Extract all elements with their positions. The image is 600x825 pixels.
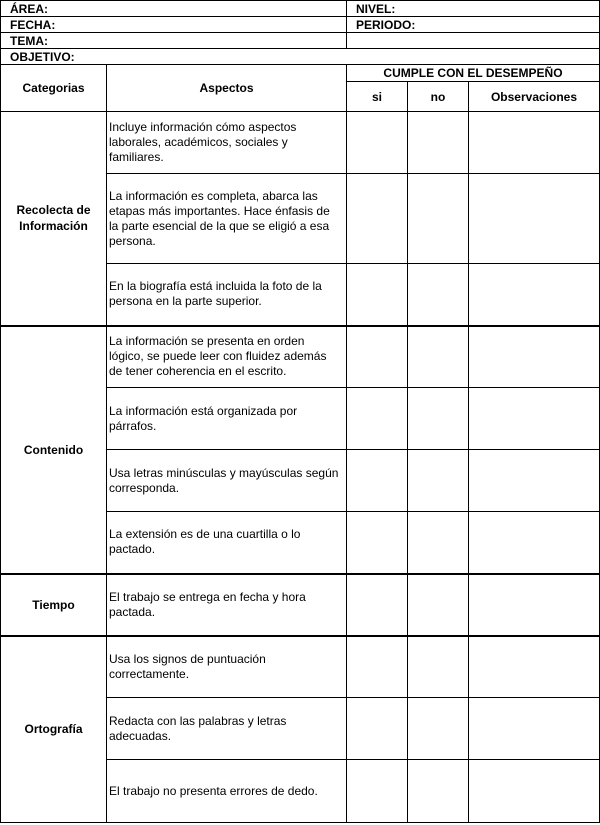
aspect-cell: Usa los signos de puntuación correctamente.: [107, 636, 347, 698]
tema-label: TEMA:: [1, 33, 347, 49]
aspect-cell: La extensión es de una cuartilla o lo pactado.: [107, 512, 347, 574]
observaciones-cell[interactable]: [469, 174, 600, 264]
col-aspectos-header: Aspectos: [107, 65, 347, 112]
observaciones-cell[interactable]: [469, 264, 600, 326]
category-name: Recolecta de Información: [16, 203, 91, 234]
aspect-cell: Redacta con las palabras y letras adecuadas.: [107, 698, 347, 760]
observaciones-cell[interactable]: [469, 760, 600, 823]
observaciones-cell[interactable]: [469, 388, 600, 450]
periodo-label: PERIODO:: [347, 17, 600, 33]
rubric-row: [1, 326, 600, 388]
aspect-cell: Incluye información cómo aspectos laborales, académicos, sociales y familiares.: [107, 112, 347, 174]
no-cell[interactable]: [408, 636, 469, 698]
rubric-table: [0, 64, 600, 823]
no-cell[interactable]: [408, 326, 469, 388]
aspect-cell: El trabajo se entrega en fecha y hora pactada.: [107, 574, 347, 636]
col-observaciones-header: Observaciones: [469, 82, 600, 112]
rubric-row: [1, 574, 600, 636]
col-categorias-header: Categorias: [1, 65, 107, 112]
si-cell[interactable]: [347, 264, 408, 326]
aspect-cell: La información está organizada por párrafos.: [107, 388, 347, 450]
si-cell[interactable]: [347, 112, 408, 174]
observaciones-cell[interactable]: [469, 112, 600, 174]
category-name: Contenido: [23, 442, 84, 457]
aspect-cell: En la biografía está incluida la foto de la persona en la parte superior.: [107, 264, 347, 326]
si-cell[interactable]: [347, 388, 408, 450]
si-cell[interactable]: [347, 760, 408, 823]
category-cell: [1, 574, 107, 636]
si-cell[interactable]: [347, 512, 408, 574]
si-cell[interactable]: [347, 326, 408, 388]
observaciones-cell[interactable]: [469, 512, 600, 574]
category-cell: [1, 636, 107, 823]
no-cell[interactable]: [408, 512, 469, 574]
nivel-label: NIVEL:: [347, 1, 600, 17]
rubric-body: [1, 112, 600, 823]
aspect-cell: La información es completa, abarca las etapas más importantes. Hace énfasis de la parte esencial de la que se eligió a esa persona.: [107, 174, 347, 264]
col-no-header: no: [408, 82, 469, 112]
tema-blank-cell: [347, 33, 600, 49]
observaciones-cell[interactable]: [469, 698, 600, 760]
category-cell: [1, 326, 107, 574]
si-cell[interactable]: [347, 450, 408, 512]
observaciones-cell[interactable]: [469, 326, 600, 388]
no-cell[interactable]: [408, 174, 469, 264]
category-name: Ortografía: [24, 722, 83, 737]
no-cell[interactable]: [408, 388, 469, 450]
area-label: ÁREA:: [1, 1, 347, 17]
category-name: Tiempo: [32, 597, 75, 612]
no-cell[interactable]: [408, 112, 469, 174]
si-cell[interactable]: [347, 174, 408, 264]
no-cell[interactable]: [408, 760, 469, 823]
si-cell[interactable]: [347, 636, 408, 698]
no-cell[interactable]: [408, 574, 469, 636]
aspect-cell: Usa letras minúsculas y mayúsculas según corresponda.: [107, 450, 347, 512]
observaciones-cell[interactable]: [469, 636, 600, 698]
cumple-group-header: CUMPLE CON EL DESEMPEÑO: [347, 65, 600, 82]
no-cell[interactable]: [408, 264, 469, 326]
observaciones-cell[interactable]: [469, 574, 600, 636]
objetivo-label: OBJETIVO:: [1, 49, 600, 65]
rubric-row: [1, 112, 600, 174]
header-info-table: [0, 0, 600, 65]
no-cell[interactable]: [408, 698, 469, 760]
rubric-row: [1, 636, 600, 698]
fecha-label: FECHA:: [1, 17, 347, 33]
aspect-cell: El trabajo no presenta errores de dedo.: [107, 760, 347, 823]
si-cell[interactable]: [347, 574, 408, 636]
observaciones-cell[interactable]: [469, 450, 600, 512]
aspect-cell: La información se presenta en orden lógico, se puede leer con fluidez además de tener coherencia en el escrito.: [107, 326, 347, 388]
no-cell[interactable]: [408, 450, 469, 512]
si-cell[interactable]: [347, 698, 408, 760]
category-cell: [1, 112, 107, 326]
col-si-header: si: [347, 82, 408, 112]
